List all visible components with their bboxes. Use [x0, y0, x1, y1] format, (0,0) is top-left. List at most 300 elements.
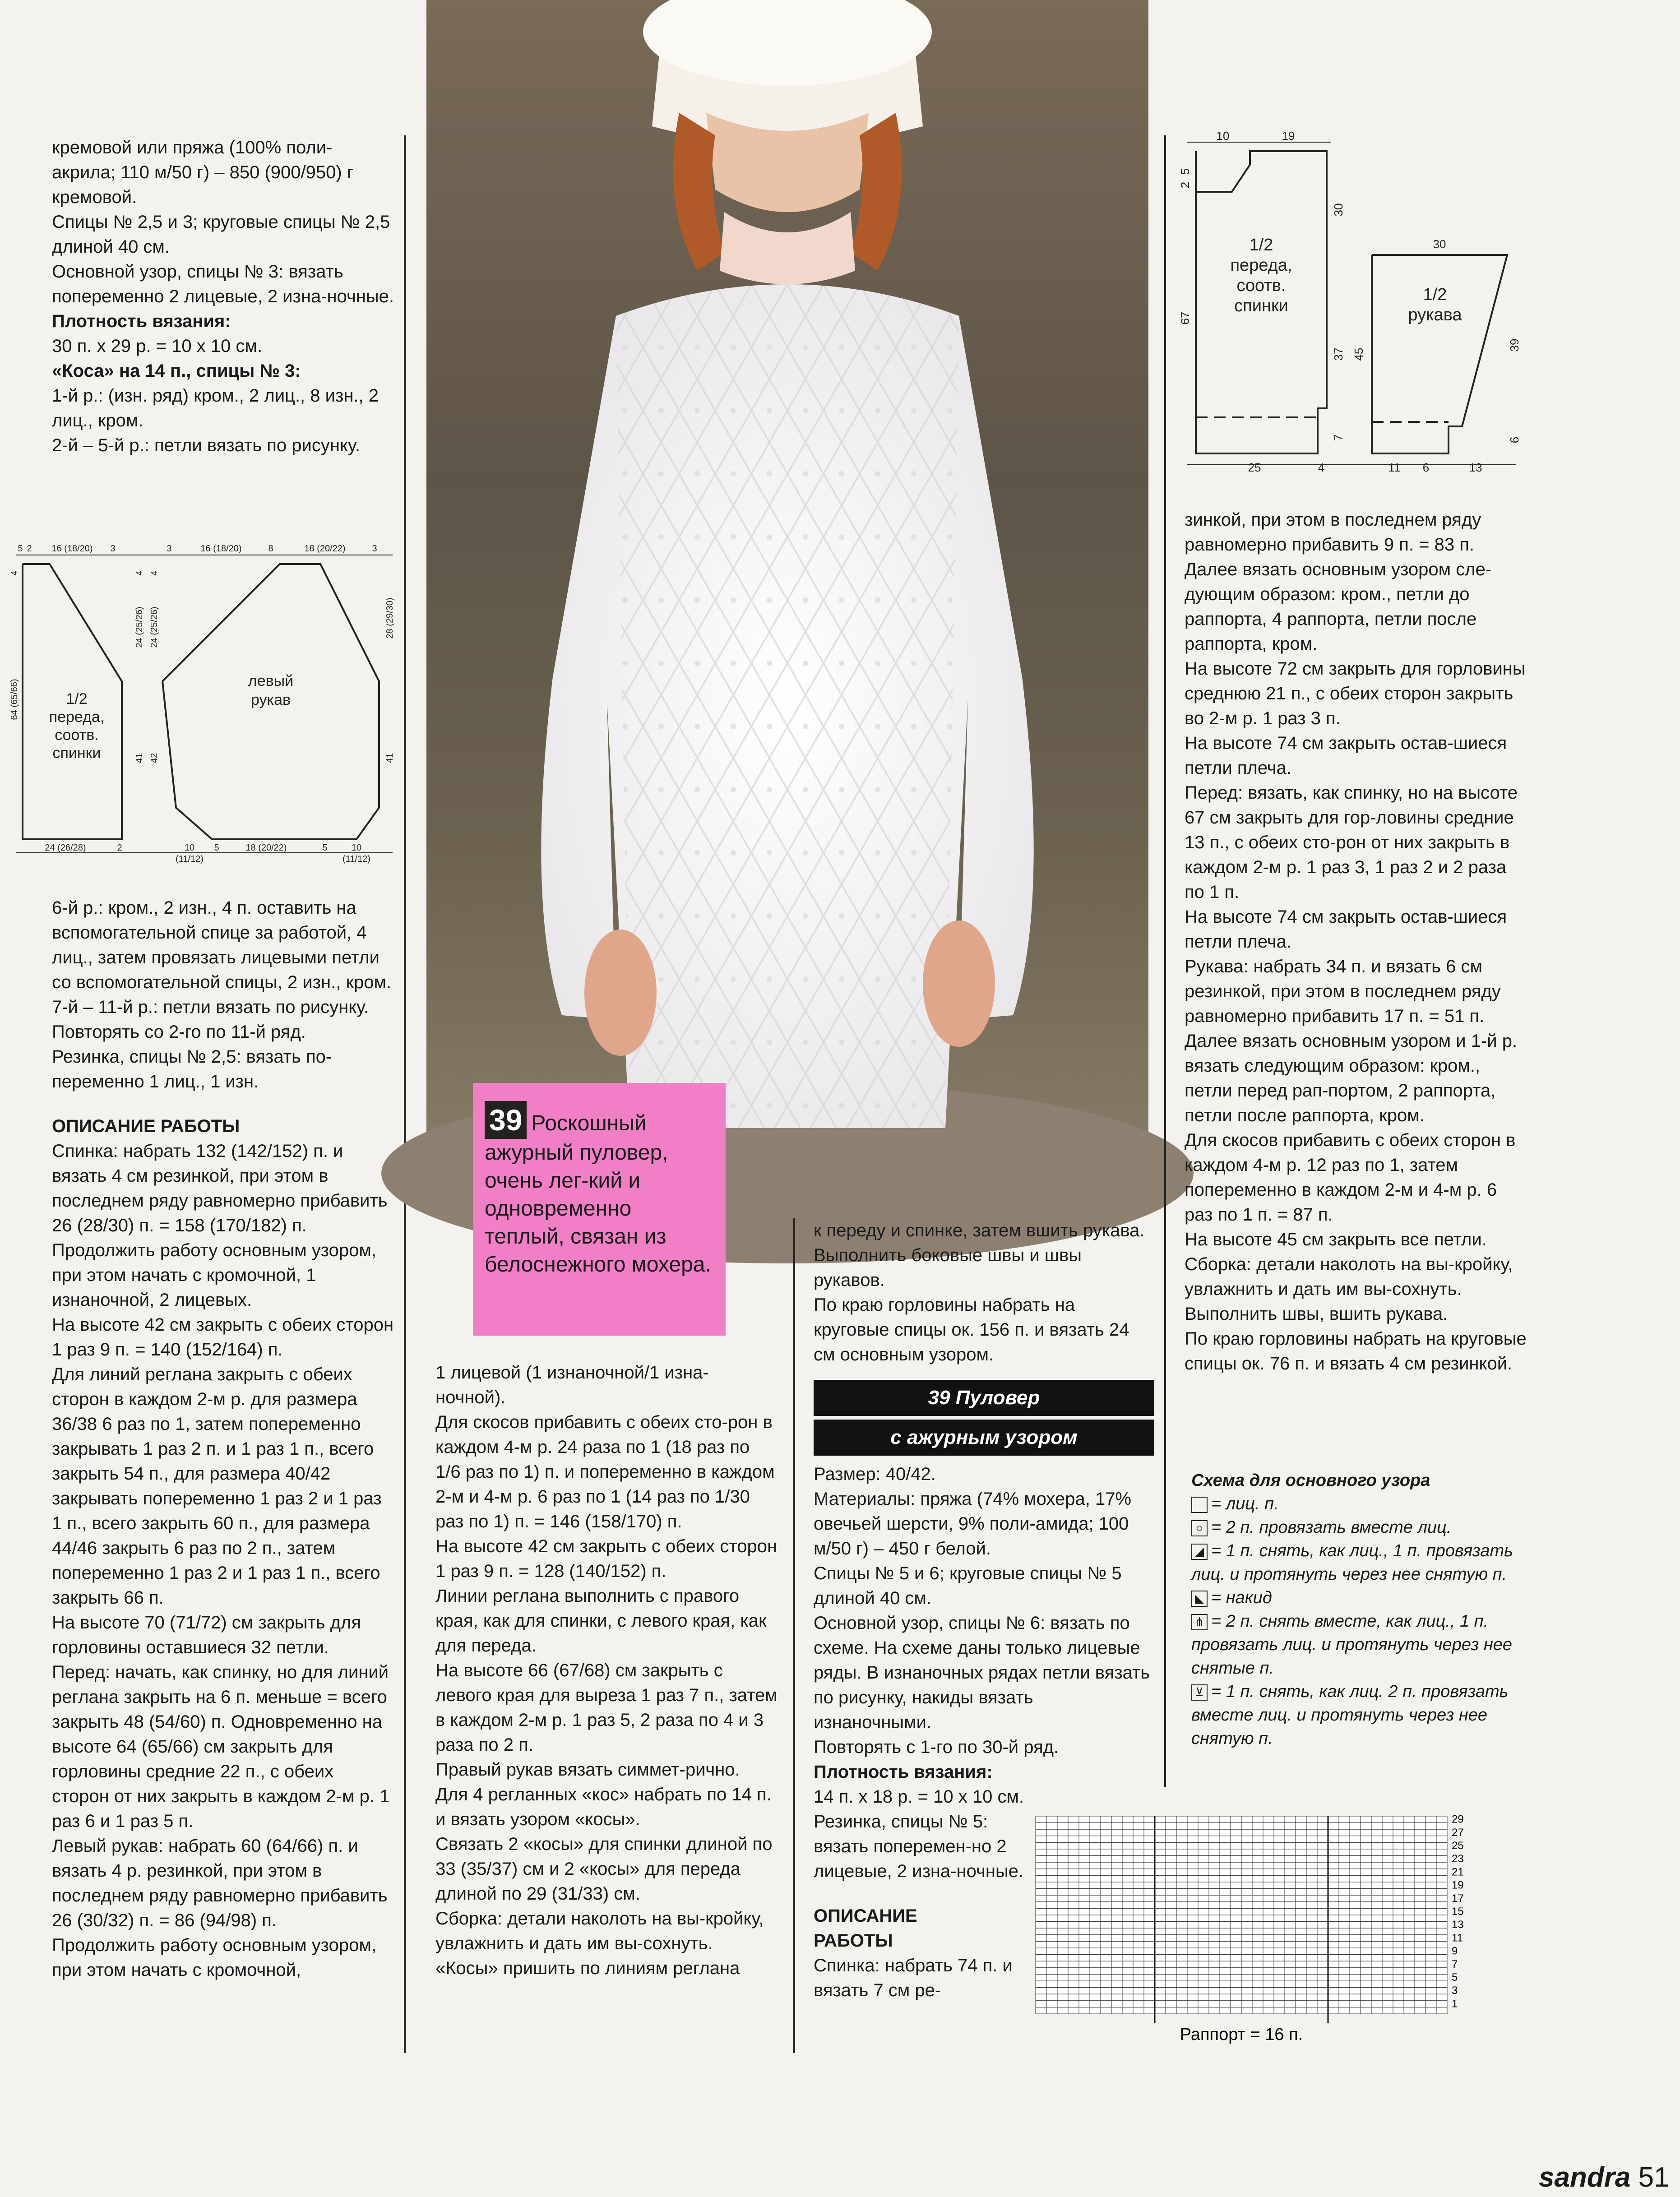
- chart-cell: [1306, 1955, 1317, 1961]
- chart-cell: [1046, 1849, 1057, 1856]
- chart-cell: [1111, 1849, 1122, 1856]
- chart-cell: [1285, 1955, 1296, 1961]
- chart-cell: [1371, 2007, 1382, 2014]
- chart-cell: [1036, 1849, 1046, 1856]
- chart-cell: [1155, 1869, 1166, 1876]
- diagram1-dim: 10: [351, 843, 362, 853]
- chart-cell: [1339, 1928, 1350, 1935]
- chart-cell: [1274, 1816, 1285, 1823]
- chart-cell: [1296, 1928, 1306, 1935]
- chart-cell: [1176, 1941, 1187, 1948]
- diagram2-dim: 10: [1216, 129, 1230, 143]
- chart-row-label: 25: [1452, 1840, 1464, 1852]
- chart-cell: [1111, 2007, 1122, 2014]
- chart-cell: [1263, 1816, 1274, 1823]
- chart-cell: [1317, 1823, 1328, 1830]
- chart-cell: [1068, 2001, 1079, 2007]
- chart-cell: [1436, 1869, 1447, 1876]
- chart-cell: [1068, 1829, 1079, 1836]
- cables-sew-text: «Косы» пришить по линиям реглана: [435, 1958, 740, 1978]
- chart-cell: [1436, 1842, 1447, 1849]
- chart-cell: [1393, 1948, 1404, 1955]
- chart-cell: [1252, 1994, 1263, 2001]
- cable-row-2-5: 2-й – 5-й р.: петли вязать по рисунку.: [52, 435, 361, 455]
- chart-cell: [1252, 1875, 1263, 1882]
- chart-cell: [1404, 1829, 1415, 1836]
- chart-cell: [1068, 1895, 1079, 1902]
- chart-cell: [1231, 1829, 1241, 1836]
- chart-cell: [1425, 1836, 1436, 1843]
- chart-cell: [1274, 1882, 1285, 1889]
- chart-cell: [1263, 1856, 1274, 1863]
- chart-cell: [1393, 1869, 1404, 1876]
- chart-cell: [1285, 1875, 1296, 1882]
- chart-cell: [1415, 2001, 1425, 2007]
- chart-cell: [1198, 1875, 1209, 1882]
- chart-cell: [1090, 1961, 1101, 1968]
- chart-cell: [1306, 1829, 1317, 1836]
- chart-cell: [1296, 1988, 1306, 1994]
- chart-cell: [1306, 1935, 1317, 1942]
- chart-cell: [1166, 1849, 1176, 1856]
- chart-cell: [1166, 2007, 1176, 2014]
- chart-cell: [1057, 1941, 1068, 1948]
- chart-cell: [1436, 1961, 1447, 1968]
- chart-cell: [1263, 1902, 1274, 1909]
- chart-cell: [1220, 1869, 1231, 1876]
- chart-cell: [1187, 1842, 1198, 1849]
- diagram1-dim: 41: [385, 753, 395, 763]
- chart-cell: [1090, 1856, 1101, 1863]
- chart-cell: [1057, 1922, 1068, 1929]
- chart-cell: [1046, 1988, 1057, 1994]
- skp-icon: ◢: [1191, 1544, 1208, 1560]
- column-3: [814, 1218, 1154, 1367]
- chart-cell: [1317, 1829, 1328, 1836]
- chart-cell: [1306, 1875, 1317, 1882]
- chart-cell: [1079, 1836, 1090, 1843]
- column-1-middle: [52, 896, 395, 1983]
- chart-cell: [1155, 1849, 1166, 1856]
- chart-cell: [1252, 1849, 1263, 1856]
- chart-cell: [1057, 1948, 1068, 1955]
- diagram1-dim: 4: [134, 570, 144, 576]
- chart-cell: [1101, 1829, 1111, 1836]
- chart-cell: [1296, 1856, 1306, 1863]
- chart-cell: [1220, 1981, 1231, 1988]
- chart-cell: [1122, 1875, 1133, 1882]
- chart-cell: [1187, 2007, 1198, 2014]
- chart-cell: [1220, 1849, 1231, 1856]
- chart-cell: [1144, 1836, 1155, 1843]
- chart-cell: [1133, 1849, 1144, 1856]
- chart-cell: [1166, 1928, 1176, 1935]
- chart-cell: [1436, 1955, 1447, 1961]
- chart-cell: [1241, 1988, 1252, 1994]
- chart-cell: [1306, 2001, 1317, 2007]
- chart-cell: [1036, 1869, 1046, 1876]
- chart-cell: [1415, 2007, 1425, 2014]
- chart-cell: [1187, 1915, 1198, 1922]
- chart-cell: [1339, 2001, 1350, 2007]
- chart-cell: [1209, 1955, 1220, 1961]
- chart-cell: [1079, 1889, 1090, 1896]
- chart-cell: [1339, 1889, 1350, 1896]
- chart-cell: [1263, 1842, 1274, 1849]
- chart-cell: [1057, 1974, 1068, 1981]
- col2-text-1: 1 лицевой (1 изнаночной/1 изна-ночной).: [435, 1363, 709, 1407]
- chart-cell: [1339, 1922, 1350, 1929]
- chart-cell: [1036, 1941, 1046, 1948]
- chart-cell: [1155, 1842, 1166, 1849]
- chart-cell: [1317, 1988, 1328, 1994]
- chart-cell: [1176, 1902, 1187, 1909]
- chart-cell: [1306, 2007, 1317, 2014]
- section-title-2: ОПИСАНИЕ РАБОТЫ: [814, 1906, 917, 1951]
- chart-cell: [1371, 1816, 1382, 1823]
- chart-cell: [1415, 1928, 1425, 1935]
- chart-cell: [1231, 1902, 1241, 1909]
- photo-caption: [473, 1083, 726, 1336]
- chart-cell: [1122, 1968, 1133, 1975]
- chart-cell: [1187, 1856, 1198, 1863]
- chart-cell: [1328, 1842, 1339, 1849]
- chart-cell: [1317, 1816, 1328, 1823]
- chart-cell: [1036, 1981, 1046, 1988]
- chart-cell: [1361, 1935, 1371, 1942]
- chart-cell: [1079, 1816, 1090, 1823]
- chart-cell: [1231, 1849, 1241, 1856]
- diagram1-front-label-2: переда,: [49, 708, 105, 726]
- chart-cell: [1198, 1895, 1209, 1902]
- chart-cell: [1068, 1842, 1079, 1849]
- chart-cell: [1415, 1829, 1425, 1836]
- chart-cell: [1382, 1961, 1393, 1968]
- chart-cell: [1350, 1941, 1361, 1948]
- chart-cell: [1393, 1862, 1404, 1869]
- chart-cell: [1328, 1948, 1339, 1955]
- chart-cell: [1382, 2001, 1393, 2007]
- chart-cell: [1252, 1862, 1263, 1869]
- chart-cell: [1057, 1915, 1068, 1922]
- chart-cell: [1382, 1935, 1393, 1942]
- chart-cell: [1090, 1829, 1101, 1836]
- chart-cell: [1274, 1875, 1285, 1882]
- chart-cell: [1090, 1968, 1101, 1975]
- chart-cell: [1241, 1981, 1252, 1988]
- chart-cell: [1133, 1829, 1144, 1836]
- chart-cell: [1285, 1935, 1296, 1942]
- chart-row-label: 5: [1452, 1971, 1458, 1984]
- chart-cell: [1274, 1849, 1285, 1856]
- chart-cell: [1252, 1955, 1263, 1961]
- chart-cell: [1296, 1922, 1306, 1929]
- chart-cell: [1079, 1869, 1090, 1876]
- chart-cell: [1046, 1955, 1057, 1961]
- chart-cell: [1296, 1994, 1306, 2001]
- chart-cell: [1285, 1941, 1296, 1948]
- chart-cell: [1274, 1823, 1285, 1830]
- chart-cell: [1263, 1948, 1274, 1955]
- chart-cell: [1090, 1955, 1101, 1961]
- chart-cell: [1122, 1981, 1133, 1988]
- chart-cell: [1198, 1849, 1209, 1856]
- chart-cell: [1046, 2001, 1057, 2007]
- chart-cell: [1036, 1823, 1046, 1830]
- rib-text: Резинка, спицы № 2,5: вязать по-переменно 1 лиц., 1 изн.: [52, 1047, 332, 1092]
- chart-cell: [1393, 1816, 1404, 1823]
- chart-cell: [1220, 1882, 1231, 1889]
- chart-cell: [1415, 1902, 1425, 1909]
- chart-cell: [1144, 1829, 1155, 1836]
- column-4: [1185, 508, 1527, 1376]
- chart-cell: [1382, 1955, 1393, 1961]
- chart-cell: [1296, 1895, 1306, 1902]
- chart-cell: [1068, 1935, 1079, 1942]
- chart-cell: [1263, 1908, 1274, 1915]
- chart-cell: [1046, 1908, 1057, 1915]
- chart-cell: [1036, 1955, 1046, 1961]
- chart-cell: [1133, 1981, 1144, 1988]
- chart-cell: [1101, 1928, 1111, 1935]
- chart-cell: [1176, 1955, 1187, 1961]
- chart-cell: [1068, 1823, 1079, 1830]
- chart-cell: [1122, 1856, 1133, 1863]
- chart-cell: [1046, 1968, 1057, 1975]
- chart-cell: [1090, 1928, 1101, 1935]
- chart-cell: [1317, 1875, 1328, 1882]
- chart-cell: [1306, 1856, 1317, 1863]
- chart-cell: [1209, 1823, 1220, 1830]
- chart-cell: [1241, 1994, 1252, 2001]
- chart-cell: [1187, 1988, 1198, 1994]
- chart-cell: [1285, 1915, 1296, 1922]
- chart-cell: [1198, 1974, 1209, 1981]
- chart-cell: [1252, 1915, 1263, 1922]
- chart-cell: [1046, 1974, 1057, 1981]
- diagram1-front-label-1: 1/2: [66, 690, 88, 708]
- chart-cell: [1393, 1961, 1404, 1968]
- chart-cell: [1382, 1816, 1393, 1823]
- diagram1-dim: 24 (25/26): [149, 606, 159, 648]
- chart-cell: [1057, 1988, 1068, 1994]
- chart-cell: [1122, 1849, 1133, 1856]
- chart-cell: [1382, 1908, 1393, 1915]
- chart-cell: [1328, 1961, 1339, 1968]
- chart-cell: [1036, 1948, 1046, 1955]
- chart-cell: [1404, 1981, 1415, 1988]
- chart-cell: [1198, 1908, 1209, 1915]
- chart-cell: [1263, 1823, 1274, 1830]
- chart-cell: [1101, 2001, 1111, 2007]
- chart-cell: [1176, 1922, 1187, 1929]
- col2-text-2: Для скосов прибавить с обеих сто-рон в каждом 4-м р. 24 раза по 1 (18 раз по 1/6 раз по 1) п. и попеременно в каждом 2-м и 4-м р. 6 раз по 1 (14 раз по 1/30 раз по 1) п. = 146 (158/170) п.: [435, 1412, 775, 1531]
- chart-cell: [1166, 1974, 1176, 1981]
- chart-cell: [1209, 1889, 1220, 1896]
- chart-cell: [1111, 1842, 1122, 1849]
- chart-cell: [1111, 1875, 1122, 1882]
- chart-cell: [1425, 1829, 1436, 1836]
- chart-cell: [1046, 1816, 1057, 1823]
- chart-cell: [1263, 1889, 1274, 1896]
- chart-cell: [1263, 1895, 1274, 1902]
- chart-cell: [1111, 1968, 1122, 1975]
- chart-cell: [1350, 1915, 1361, 1922]
- chart-cell: [1209, 1935, 1220, 1942]
- gauge-text: 30 п. x 29 р. = 10 x 10 см.: [52, 336, 263, 356]
- chart-cell: [1090, 1889, 1101, 1896]
- chart-cell: [1155, 1895, 1166, 1902]
- chart-cell: [1274, 1935, 1285, 1942]
- col4-text-9: На высоте 45 см закрыть все петли.: [1185, 1230, 1487, 1249]
- diagram1-dim: (11/12): [342, 854, 370, 864]
- chart-cell: [1079, 2007, 1090, 2014]
- chart-cell: [1068, 1889, 1079, 1896]
- chart-cell: [1122, 1869, 1133, 1876]
- chart-cell: [1187, 1908, 1198, 1915]
- chart-cell: [1274, 1988, 1285, 1994]
- chart-cell: [1068, 1849, 1079, 1856]
- col2-text-5: На высоте 66 (67/68) см закрыть с левого края для выреза 1 раз 7 п., затем в каждом 2-м р. 1 раз 5, 2 раза по 4 и 3 раза по 2 п.: [435, 1660, 778, 1755]
- chart-cell: [1036, 1875, 1046, 1882]
- chart-cell: [1252, 1968, 1263, 1975]
- chart-cell: [1393, 1875, 1404, 1882]
- chart-cell: [1057, 1869, 1068, 1876]
- back-text-3: На высоте 42 см закрыть с обеих сторон 1 раз 9 п. = 140 (152/164) п.: [52, 1315, 394, 1360]
- knitting-chart: [1031, 1812, 1541, 2055]
- chart-cell: [1274, 1928, 1285, 1935]
- chart-cell: [1187, 1889, 1198, 1896]
- chart-cell: [1296, 1948, 1306, 1955]
- chart-cell: [1415, 1823, 1425, 1830]
- chart-cell: [1263, 1875, 1274, 1882]
- chart-cell: [1187, 1935, 1198, 1942]
- chart-cell: [1133, 1836, 1144, 1843]
- chart-cell: [1361, 1902, 1371, 1909]
- chart-cell: [1350, 1935, 1361, 1942]
- chart-cell: [1046, 1922, 1057, 1929]
- chart-cell: [1393, 1829, 1404, 1836]
- chart-cell: [1252, 1895, 1263, 1902]
- chart-cell: [1361, 1928, 1371, 1935]
- chart-cell: [1155, 1981, 1166, 1988]
- chart-cell: [1415, 1981, 1425, 1988]
- chart-cell: [1198, 1902, 1209, 1909]
- legend-item: [1191, 1610, 1543, 1680]
- chart-cell: [1415, 1968, 1425, 1975]
- chart-cell: [1382, 1994, 1393, 2001]
- legend-item-text: = 1 п. снять, как лиц. 2 п. провязать вместе лиц. и протянуть через нее снятую п.: [1191, 1682, 1509, 1748]
- chart-cell: [1231, 1816, 1241, 1823]
- chart-cell: [1436, 1823, 1447, 1830]
- chart-cell: [1296, 2001, 1306, 2007]
- chart-cell: [1296, 1935, 1306, 1942]
- chart-cell: [1317, 1981, 1328, 1988]
- chart-cell: [1241, 1902, 1252, 1909]
- chart-cell: [1274, 1829, 1285, 1836]
- chart-cell: [1296, 1941, 1306, 1948]
- chart-cell: [1274, 1974, 1285, 1981]
- chart-cell: [1176, 1981, 1187, 1988]
- rib-text-2: Резинка, спицы № 5: вязать поперемен-но 2 лицевые, 2 изна-ночные.: [814, 1812, 1024, 1881]
- chart-cell: [1068, 1941, 1079, 1948]
- chart-cell: [1057, 1816, 1068, 1823]
- chart-cell: [1144, 1875, 1155, 1882]
- chart-cell: [1425, 1862, 1436, 1869]
- chart-cell: [1144, 1941, 1155, 1948]
- chart-cell: [1166, 1994, 1176, 2001]
- chart-cell: [1155, 1948, 1166, 1955]
- chart-cell: [1339, 1902, 1350, 1909]
- chart-cell: [1285, 1882, 1296, 1889]
- chart-cell: [1068, 1915, 1079, 1922]
- chart-cell: [1241, 1836, 1252, 1843]
- chart-cell: [1371, 1862, 1382, 1869]
- chart-cell: [1231, 1908, 1241, 1915]
- chart-cell: [1285, 1823, 1296, 1830]
- chart-cell: [1404, 1895, 1415, 1902]
- chart-cell: [1209, 1968, 1220, 1975]
- chart-cell: [1328, 1981, 1339, 1988]
- chart-cell: [1404, 1856, 1415, 1863]
- chart-cell: [1209, 1816, 1220, 1823]
- col3-top-2: По краю горловины набрать на круговые спицы ок. 156 п. и вязать 24 см основным узором.: [814, 1295, 1129, 1364]
- chart-cell: [1046, 1994, 1057, 2001]
- chart-cell: [1263, 1981, 1274, 1988]
- chart-cell: [1111, 1816, 1122, 1823]
- chart-cell: [1252, 1823, 1263, 1830]
- chart-cell: [1111, 1922, 1122, 1929]
- chart-cell: [1144, 1816, 1155, 1823]
- chart-cell: [1057, 1862, 1068, 1869]
- chart-cell: [1404, 1823, 1415, 1830]
- chart-cell: [1187, 1829, 1198, 1836]
- chart-cell: [1068, 1968, 1079, 1975]
- chart-cell: [1090, 1875, 1101, 1882]
- chart-cell: [1328, 1994, 1339, 2001]
- chart-cell: [1111, 1823, 1122, 1830]
- chart-cell: [1317, 1968, 1328, 1975]
- chart-cell: [1220, 1836, 1231, 1843]
- chart-cell: [1425, 1856, 1436, 1863]
- chart-cell: [1371, 1988, 1382, 1994]
- chart-cell: [1068, 1928, 1079, 1935]
- chart-cell: [1361, 1849, 1371, 1856]
- section-title-1: ОПИСАНИЕ РАБОТЫ: [52, 1116, 240, 1136]
- chart-cell: [1046, 1902, 1057, 1909]
- chart-cell: [1350, 1816, 1361, 1823]
- chart-cell: [1101, 1941, 1111, 1948]
- chart-cell: [1079, 1915, 1090, 1922]
- chart-cell: [1101, 1856, 1111, 1863]
- chart-cell: [1036, 1882, 1046, 1889]
- chart-cell: [1046, 1823, 1057, 1830]
- chart-cell: [1361, 1816, 1371, 1823]
- chart-cell: [1057, 1981, 1068, 1988]
- chart-cell: [1209, 1988, 1220, 1994]
- chart-cell: [1361, 1981, 1371, 1988]
- chart-cell: [1317, 1908, 1328, 1915]
- chart-cell: [1068, 1875, 1079, 1882]
- chart-cell: [1306, 1882, 1317, 1889]
- chart-cell: [1241, 1922, 1252, 1929]
- chart-cell: [1231, 1836, 1241, 1843]
- chart-cell: [1306, 1836, 1317, 1843]
- chart-cell: [1090, 1816, 1101, 1823]
- chart-cell: [1393, 1968, 1404, 1975]
- chart-cell: [1274, 1915, 1285, 1922]
- chart-cell: [1361, 1941, 1371, 1948]
